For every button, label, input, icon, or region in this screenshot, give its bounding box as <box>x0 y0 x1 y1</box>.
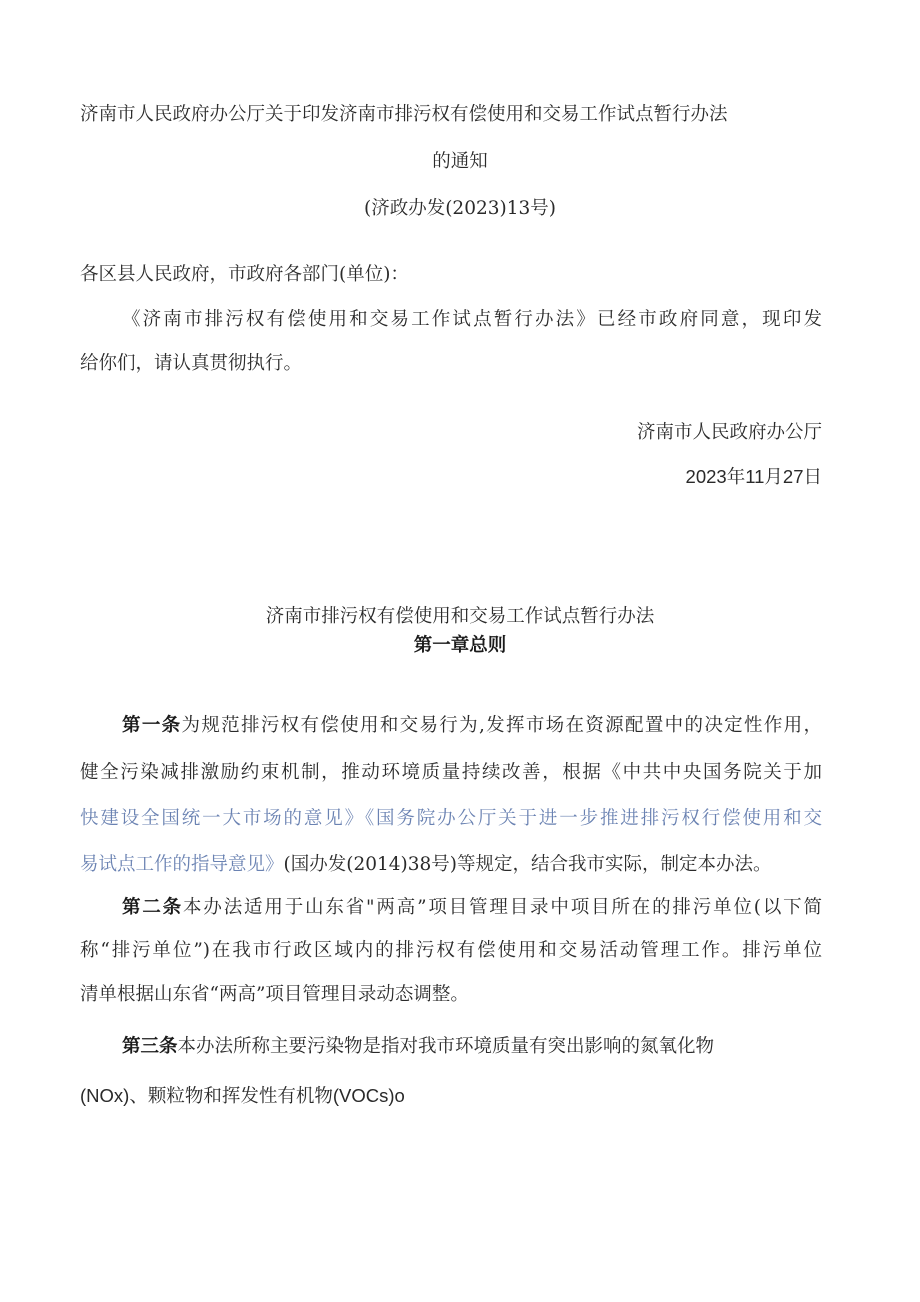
article3-label: 第三条 <box>122 1036 178 1057</box>
article1-line2: 健全污染减排激励约束机制，推动环境质量持续改善，根据《中共中央国务院关于加 <box>80 762 822 783</box>
article2-line2: 称“排污单位”)在我市行政区域内的排污权有偿使用和交易活动管理工作。排污单位 <box>80 940 822 961</box>
notice-body-line1: 《济南市排污权有偿使用和交易工作试点暂行办法》已经市政府同意，现印发 <box>122 309 822 330</box>
article1-line3[interactable]: 快建设全国统一大市场的意见》《国务院办公厅关于进一步推进排污权行偿使用和交 <box>80 808 822 829</box>
document-number: (济政办发(2023)13号) <box>364 198 556 219</box>
article1-reference-link[interactable]: 易试点工作的指导意见》 <box>80 854 284 875</box>
issuer-signature: 济南市人民政府办公厅 <box>636 422 822 443</box>
article1-text: 为规范排污权有偿使用和交易行为,发挥市场在资源配置中的决定性作用， <box>181 715 822 736</box>
article2-text: 本办法适用于山东省"两高”项目管理目录中项目所在的排污单位(以下简 <box>183 897 822 918</box>
article2-line1 <box>122 895 822 921</box>
article2-label: 第二条 <box>122 897 184 918</box>
addressee: 各区县人民政府，市政府各部门(单位)： <box>80 264 409 285</box>
article3-line2: (NOx)、颗粒物和挥发性有机物(VOCs)o <box>80 1085 405 1106</box>
notice-title-line2: 的通知 <box>432 151 488 172</box>
chapter-heading: 第一章总则 <box>413 635 507 656</box>
notice-title-line1: 济南市人民政府办公厅关于印发济南市排污权有偿使用和交易工作试点暂行办法 <box>80 104 728 125</box>
article1-line4-text: (国办发(2014)38号)等规定，结合我市实际，制定本办法。 <box>283 854 772 875</box>
article2-line3: 清单根据山东省“两高”项目管理目录动态调整。 <box>80 984 469 1005</box>
article1-line1 <box>122 713 822 739</box>
article1-label: 第一条 <box>122 715 182 736</box>
article3-line1 <box>122 1034 714 1060</box>
issue-date: 2023年11月27日 <box>685 466 822 487</box>
notice-body-line2: 给你们，请认真贯彻执行。 <box>80 353 303 374</box>
article1-line4 <box>80 852 772 878</box>
article3-text: 本办法所称主要污染物是指对我市环境质量有突出影响的氮氧化物 <box>177 1036 715 1057</box>
measures-title: 济南市排污权有偿使用和交易工作试点暂行办法 <box>265 606 655 627</box>
